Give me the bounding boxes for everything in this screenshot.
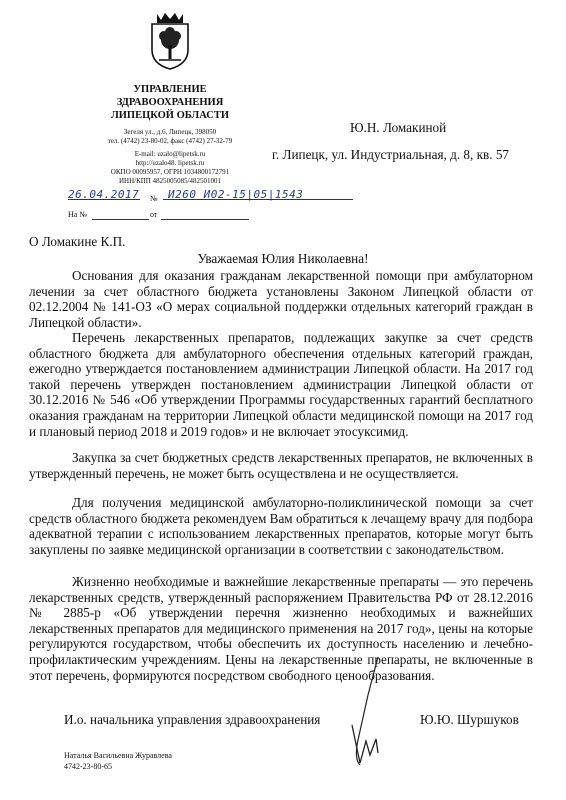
paragraph-recommendation: Для получения медицинской амбулаторно-поликлинической помощи за счет средств областного бюджета рекомендуем Вам обратиться к лечащему врачу для подбора адекватной терапии с использованием лекарственных препаратов, которые могут быть закуплены по заявке медицинской организации в соответствии с законодательством. [29,495,533,557]
number-label: № [150,194,158,203]
number-underline [163,188,353,200]
paragraph-drug-list: Перечень лекарственных препаратов, подлежащих закупке за счет средств областного бюджета для амбулаторного обеспечения отдельных категорий граждан, ежегодно утверждается постановлением администрации Липецкой области. На 2017 год такой перечень утвержден постановлением администрации Липецкой области от 30.12.2016 № 546 «Об утверждении Программы государственных гарантий бесплатного оказания гражданам на территории Липецкой области медицинской помощи на 2017 год и плановый период 2018 и 2019 годов» и не включает этосуксимид. [29,330,533,439]
handwritten-signature-icon [340,655,390,770]
recipient-address: г. Липецк, ул. Индустриальная, д. 8, кв. 57 [272,147,510,162]
greeting: Уважаемая Юлия Николаевна! [197,251,369,266]
subject-line: О Ломакине К.П. [29,234,126,249]
org-email: E-mail: uzalo@lipetsk.ru [134,150,206,158]
executor-phone: 4742-23-80-65 [64,762,112,771]
signatory-name: Ю.Ю. Шуршуков [420,712,519,727]
date-underline [68,188,140,200]
org-name-line-1: УПРАВЛЕНИЕ [133,84,207,95]
registration-number: И260 И02-15|05|1543 [168,188,304,201]
coat-of-arms-icon [147,10,193,70]
paragraph-procurement: Закупка за счет бюджетных средств лекарственных препаратов, не включенных в утвержденный перечень, не может быть осуществлена и не осуществляется. [29,450,533,481]
executor-name: Наталья Васильевна Журавлева [64,751,172,760]
org-name-line-2: ЗДРАВООХРАНЕНИЯ [116,97,224,108]
ref-number-line [92,208,149,220]
org-address: Зегеля ул., д.6, Липецк, 398050 [123,128,217,136]
org-website: http://uzalo48. lipetsk.ru [135,159,205,167]
recipient-name: Ю.Н. Ломакиной [350,120,447,135]
paragraph-essential-drugs: Жизненно необходимые и важнейшие лекарственные препараты — это перечень лекарственных средств, утвержденный распоряжением Правительства РФ от 28.12.2016 № 2885-р «Об утверждении перечня жизненно необходимых и важнейших лекарственных препаратов для медицинского применения на 2017 год», цены на которые регулируются государством, чтобы обеспечить их доступность населению и лечебно-профилактическим учреждениям. Цены на лекарственные препараты, не включенные в этот перечень, формируются посредством свободного ценообразования. [29,574,533,683]
ref-label-ot: от [150,210,158,219]
signatory-position: И.о. начальника управления здравоохранения [64,712,321,727]
org-inn: ИНН/КПП 4825005085/482501001 [118,177,222,185]
org-phone: тел. (4742) 23-80-02, факс (4742) 27-32-79 [107,137,233,145]
org-okpo: ОКПО 00095957, ОГРН 1034800172791 [110,168,230,176]
registration-date: 26.04.2017 [68,188,140,201]
org-name-line-3: ЛИПЕЦКОЙ ОБЛАСТИ [110,110,230,121]
ref-label-na: На № [68,210,87,219]
paragraph-legal-basis: Основания для оказания гражданам лекарственной помощи при амбулаторном лечении за счет областного бюджета установлены Законом Липецкой области от 02.12.2004 № 141-ОЗ «О мерах социальной поддержки отдельных категорий граждан в Липецкой области». [29,268,533,330]
ref-date-line [161,208,249,220]
